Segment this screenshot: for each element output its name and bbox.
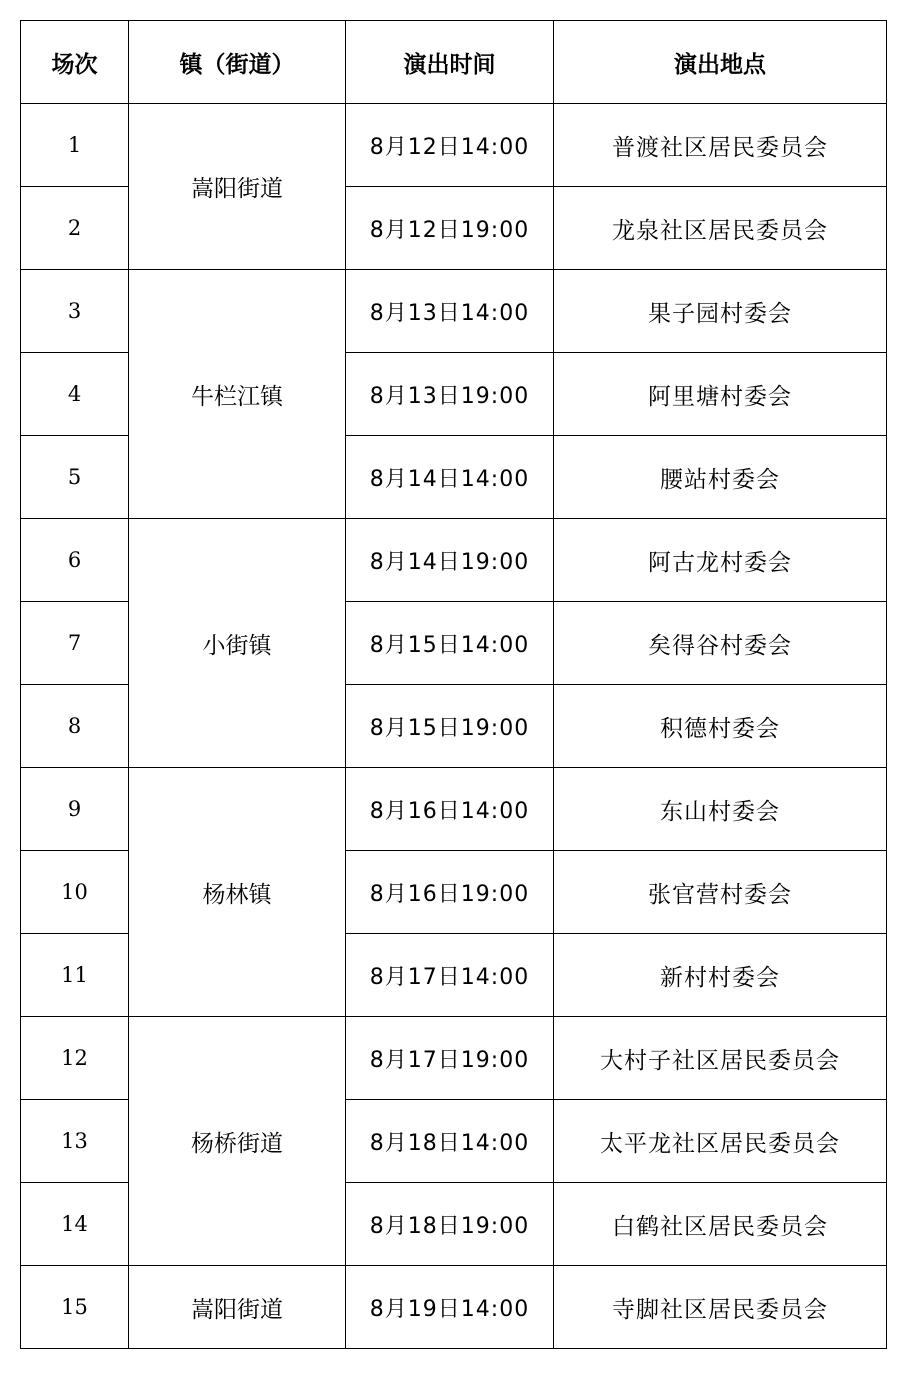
show-time: 8月15日14:00 — [346, 602, 554, 685]
session-number: 5 — [21, 436, 129, 519]
town-cell: 杨林镇 — [129, 768, 346, 1017]
town-cell: 嵩阳街道 — [129, 104, 346, 270]
show-location: 张官营村委会 — [554, 851, 887, 934]
session-number: 15 — [21, 1266, 129, 1349]
show-time: 8月12日14:00 — [346, 104, 554, 187]
performance-schedule-table — [20, 20, 887, 1349]
session-number: 2 — [21, 187, 129, 270]
show-time: 8月19日14:00 — [346, 1266, 554, 1349]
show-location: 普渡社区居民委员会 — [554, 104, 887, 187]
show-location: 阿里塘村委会 — [554, 353, 887, 436]
table-row — [21, 1017, 887, 1100]
show-time: 8月16日14:00 — [346, 768, 554, 851]
table-row — [21, 104, 887, 187]
show-location: 寺脚社区居民委员会 — [554, 1266, 887, 1349]
town-cell: 嵩阳街道 — [129, 1266, 346, 1349]
show-time: 8月13日19:00 — [346, 353, 554, 436]
session-number: 4 — [21, 353, 129, 436]
session-number: 1 — [21, 104, 129, 187]
table-row — [21, 1266, 887, 1349]
show-location: 阿古龙村委会 — [554, 519, 887, 602]
town-cell: 牛栏江镇 — [129, 270, 346, 519]
header-show-time: 演出时间 — [346, 21, 554, 104]
table-row — [21, 270, 887, 353]
session-number: 13 — [21, 1100, 129, 1183]
show-time: 8月13日14:00 — [346, 270, 554, 353]
show-location: 矣得谷村委会 — [554, 602, 887, 685]
show-time: 8月15日19:00 — [346, 685, 554, 768]
table-row — [21, 519, 887, 602]
show-location: 龙泉社区居民委员会 — [554, 187, 887, 270]
show-time: 8月14日19:00 — [346, 519, 554, 602]
table-row — [21, 768, 887, 851]
show-time: 8月16日19:00 — [346, 851, 554, 934]
show-location: 果子园村委会 — [554, 270, 887, 353]
session-number: 7 — [21, 602, 129, 685]
session-number: 8 — [21, 685, 129, 768]
show-time: 8月14日14:00 — [346, 436, 554, 519]
header-session-number: 场次 — [21, 21, 129, 104]
session-number: 12 — [21, 1017, 129, 1100]
session-number: 10 — [21, 851, 129, 934]
show-location: 大村子社区居民委员会 — [554, 1017, 887, 1100]
show-location: 东山村委会 — [554, 768, 887, 851]
session-number: 9 — [21, 768, 129, 851]
session-number: 14 — [21, 1183, 129, 1266]
show-time: 8月12日19:00 — [346, 187, 554, 270]
show-location: 太平龙社区居民委员会 — [554, 1100, 887, 1183]
header-town: 镇（街道） — [129, 21, 346, 104]
header-show-location: 演出地点 — [554, 21, 887, 104]
town-cell: 小街镇 — [129, 519, 346, 768]
town-cell: 杨桥街道 — [129, 1017, 346, 1266]
show-time: 8月18日14:00 — [346, 1100, 554, 1183]
session-number: 3 — [21, 270, 129, 353]
session-number: 11 — [21, 934, 129, 1017]
show-location: 积德村委会 — [554, 685, 887, 768]
show-location: 白鹤社区居民委员会 — [554, 1183, 887, 1266]
table-header-row — [21, 21, 887, 104]
show-time: 8月17日19:00 — [346, 1017, 554, 1100]
show-location: 腰站村委会 — [554, 436, 887, 519]
show-time: 8月18日19:00 — [346, 1183, 554, 1266]
show-location: 新村村委会 — [554, 934, 887, 1017]
show-time: 8月17日14:00 — [346, 934, 554, 1017]
session-number: 6 — [21, 519, 129, 602]
